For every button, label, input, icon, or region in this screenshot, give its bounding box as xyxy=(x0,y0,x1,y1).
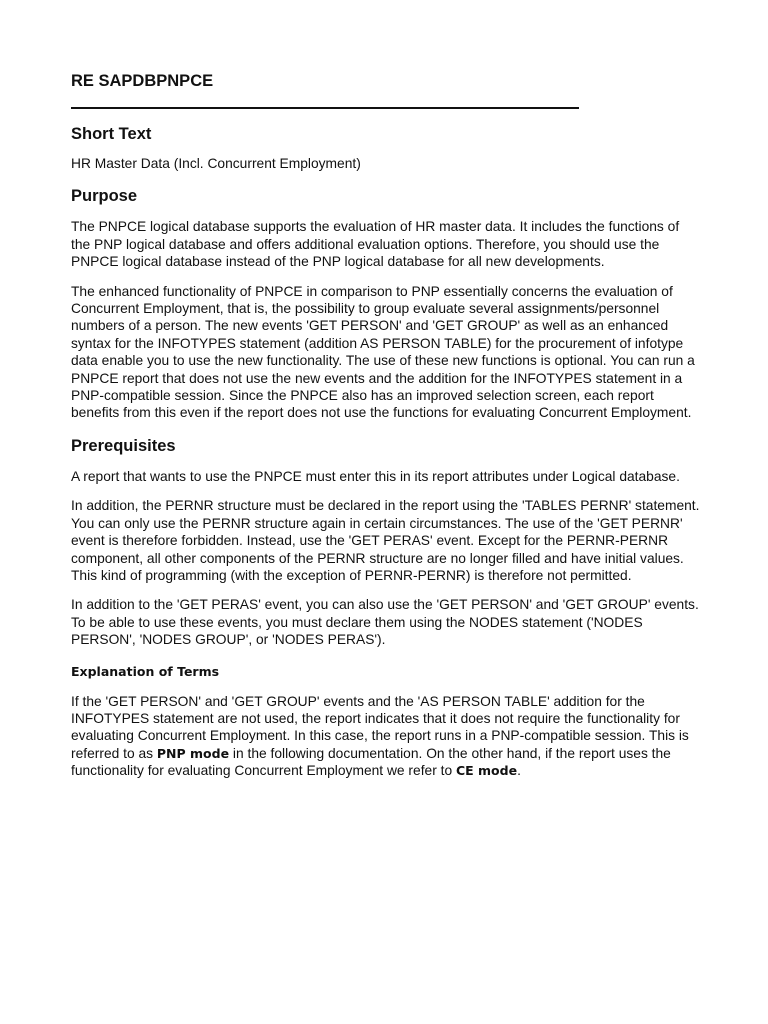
explanation-text-1: If the 'GET PERSON' and 'GET GROUP' events and the 'AS PERSON TABLE' addition for the INFOTYPES statement are not used, the report indicates that it does not require the functionality for evaluating Concurrent Employment. In this case, the report runs in a PNP-compatible session. This is referred to as xyxy=(71,693,689,761)
purpose-paragraph-1: The PNPCE logical database supports the evaluation of HR master data. It includes the functions of the PNP logical database and offers additional evaluation options. Therefore, you should use the PNPCE logical database instead of the PNP logical database for all new developments. xyxy=(71,219,680,270)
document-title: RE SAPDBPNPCE xyxy=(71,72,214,90)
purpose-paragraph-2: The enhanced functionality of PNPCE in comparison to PNP essentially concerns the evaluation of Concurrent Employment, that is, the possibility to group evaluate several assignments/personnel numbers of a person. The new events 'GET PERSON' and 'GET GROUP' as well as an enhanced syntax for the INFOTYPES statement (addition AS PERSON TABLE) for the procurement of infotype data enable you to use the new functionality. The use of these new functions is optional. You can run a PNPCE report that does not use the new events and the addition for the INFOTYPES statement in a PNP-compatible session. Since the PNPCE also has an improved selection screen, each report benefits from this even if the report does not use the functions for evaluating Concurrent Employment. xyxy=(71,283,695,421)
prerequisites-heading: Prerequisites xyxy=(71,436,176,455)
explanation-paragraph xyxy=(71,693,701,780)
pnp-mode-term: PNP mode xyxy=(156,745,230,761)
short-text-heading: Short Text xyxy=(71,125,152,143)
explanation-heading: Explanation of Terms xyxy=(71,663,220,679)
explanation-text-2: in the following documentation. On the other hand, if the report uses the functionality for evaluating Concurrent Employment we refer to xyxy=(71,745,671,779)
prerequisites-paragraph-3: In addition to the 'GET PERAS' event, you can also use the 'GET PERSON' and 'GET GROUP' events. To be able to use these events, you must declare them using the NODES statement ('NODES PERSON', 'NODES GROUP', or 'NODES PERAS'). xyxy=(71,597,699,648)
ce-mode-term: CE mode xyxy=(455,763,518,779)
prerequisites-paragraph-1: A report that wants to use the PNPCE must enter this in its report attributes under Logical database. xyxy=(71,468,680,484)
document-page xyxy=(71,70,701,780)
short-text-body: HR Master Data (Incl. Concurrent Employment) xyxy=(71,156,361,171)
purpose-heading: Purpose xyxy=(71,187,138,206)
title-divider xyxy=(71,107,579,109)
prerequisites-paragraph-2: In addition, the PERNR structure must be declared in the report using the 'TABLES PERNR' statement. You can only use the PERNR structure again in certain circumstances. The use of the 'GET PERNR' event is therefore forbidden. Instead, use the 'GET PERAS' event. Except for the PERNR-PERNR component, all other components of the PERNR structure are no longer filled and have initial values. This kind of programming (with the exception of PERNR-PERNR) is therefore not permitted. xyxy=(71,498,700,583)
explanation-text-3: . xyxy=(517,763,521,779)
